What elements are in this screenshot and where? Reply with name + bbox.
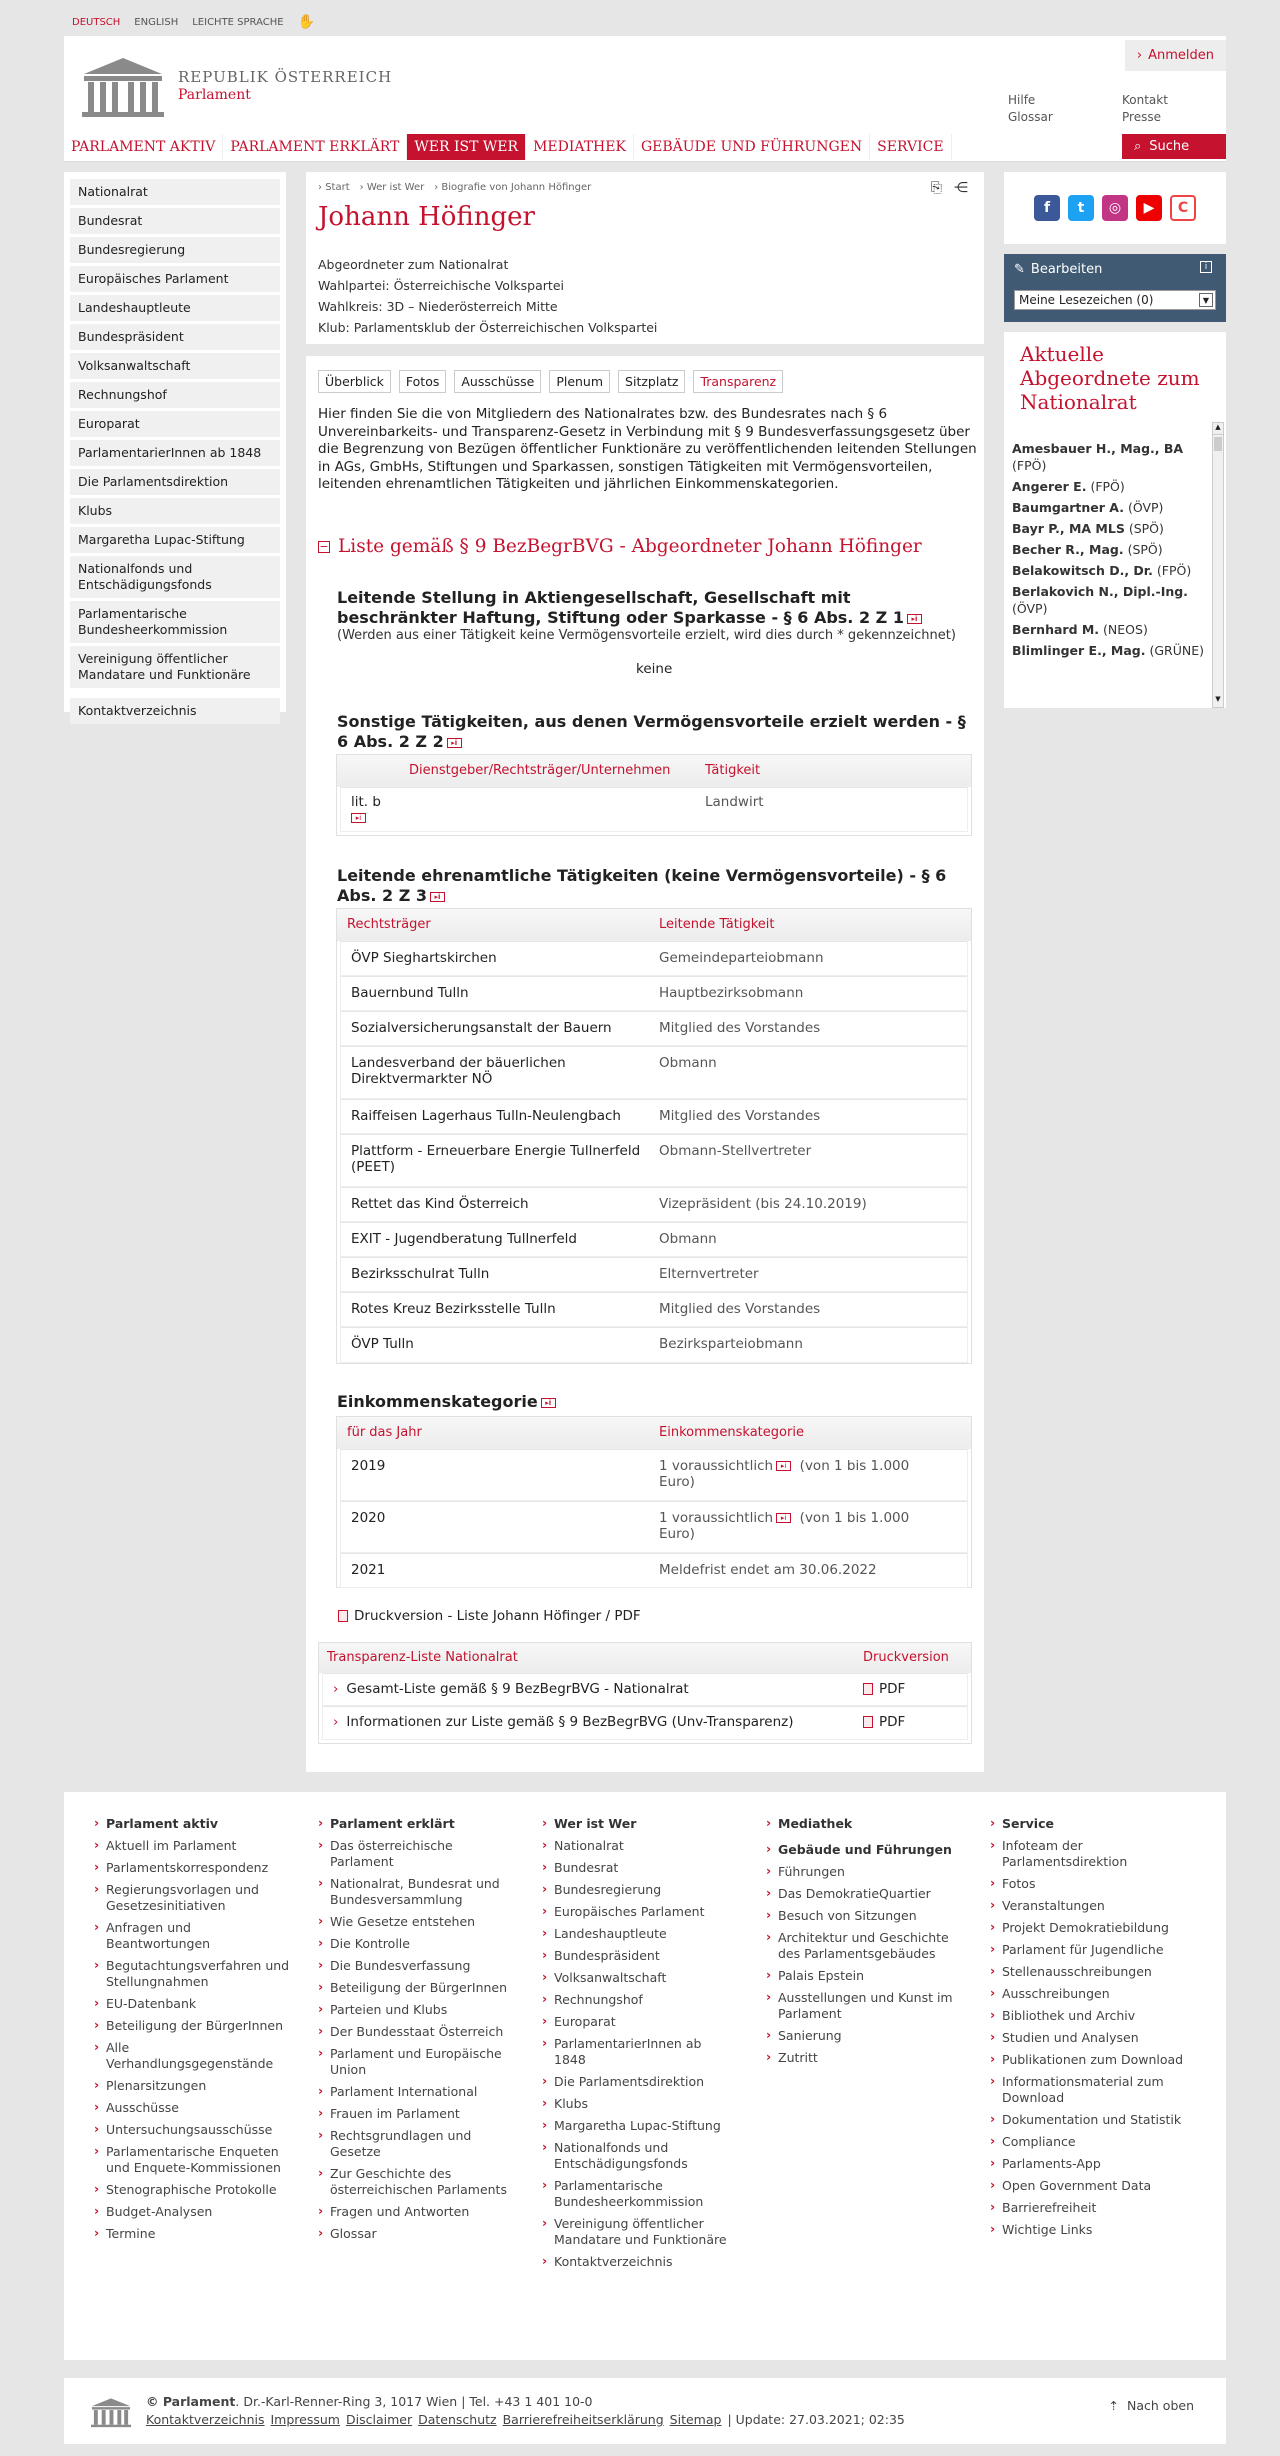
sidebar-item-volksanwaltschaft[interactable]: Volksanwaltschaft bbox=[70, 353, 280, 379]
info-icon[interactable]: ▸i bbox=[907, 614, 922, 624]
breadcrumb-current: › Biografie von Johann Höfinger bbox=[434, 182, 592, 193]
table-row: Rotes Kreuz Bezirksstelle Tulln Mitglied des Vorstandes bbox=[341, 1292, 967, 1327]
table-row: Raiffeisen Lagerhaus Tulln-Neulengbach Mitglied des Vorstandes bbox=[341, 1099, 967, 1134]
section-ehrenamtlich-title: Leitende ehrenamtliche Tätigkeiten (keine Vermögensvorteile) - § 6 Abs. 2 Z 3 ▸i bbox=[337, 866, 947, 905]
nav-parlament-erklaert[interactable]: PARLAMENT ERKLÄRT bbox=[223, 134, 407, 160]
sidebar-item-parlamentarier-ab-1848[interactable]: ParlamentarierInnen ab 1848 bbox=[70, 440, 280, 466]
table-row: ÖVP Sieghartskirchen Gemeindeparteiobmann bbox=[341, 941, 967, 976]
facebook-icon[interactable]: f bbox=[1034, 195, 1060, 221]
tab-sitzplatz[interactable]: Sitzplatz bbox=[618, 370, 685, 393]
list-item[interactable]: Bernhard M. (NEOS) bbox=[1012, 622, 1148, 637]
info-icon[interactable]: ▸i bbox=[351, 813, 366, 823]
parliament-logo[interactable] bbox=[80, 54, 392, 118]
meta-links-left bbox=[1008, 92, 1053, 126]
edit-icon: ✎ bbox=[1014, 262, 1025, 277]
footer-legal-links bbox=[146, 2412, 905, 2427]
col-header-leitende-taetigkeit: Leitende Tätigkeit bbox=[659, 917, 775, 932]
lang-english[interactable]: ENGLISH bbox=[134, 16, 179, 28]
help-link[interactable]: Hilfe bbox=[1008, 93, 1036, 107]
profile-role: Abgeordneter zum Nationalrat bbox=[318, 257, 509, 272]
parliament-building-icon bbox=[90, 2396, 132, 2428]
list-item[interactable]: Blimlinger E., Mag. (GRÜNE) bbox=[1012, 643, 1205, 658]
nav-mediathek[interactable]: MEDIATHEK bbox=[526, 134, 634, 160]
search-button[interactable]: ⌕ Suche bbox=[1122, 134, 1226, 159]
col-header-rechtstraeger: Rechtsträger bbox=[347, 917, 431, 932]
section-einkommen-title: Einkommenskategorie ▸i bbox=[337, 1392, 556, 1412]
list-item[interactable]: Berlakovich N., Dipl.-Ing. (ÖVP) bbox=[1012, 584, 1188, 616]
sidebar-item-klubs[interactable]: Klubs bbox=[70, 498, 280, 524]
sidebar-item-nationalrat[interactable]: Nationalrat bbox=[70, 179, 280, 205]
scroll-down-icon[interactable]: ▼ bbox=[1215, 695, 1221, 703]
bearbeiten-panel bbox=[1004, 254, 1226, 322]
collapse-icon[interactable]: − bbox=[319, 539, 329, 553]
lang-deutsch[interactable]: DEUTSCH bbox=[72, 16, 121, 28]
tab-ueberblick[interactable]: Überblick bbox=[318, 370, 391, 393]
table-row: ÖVP Tulln Bezirksparteiobmann bbox=[341, 1327, 967, 1362]
abgeordnete-list bbox=[1012, 440, 1208, 663]
bookmark-icon[interactable]: ⎘ bbox=[930, 180, 942, 196]
ehrenamtlich-table bbox=[336, 908, 972, 1364]
profile-box bbox=[306, 172, 984, 344]
section-leitende-stellung-title: Leitende Stellung in Aktiengesellschaft, Gesellschaft mit beschränkter Haftung, Stiftung oder Sparkasse - § 6 Abs. 2 Z 1 ▸i bbox=[337, 588, 957, 628]
link-kontaktverzeichnis[interactable]: Kontaktverzeichnis bbox=[146, 2412, 265, 2427]
info-icon[interactable]: ▸i bbox=[447, 738, 462, 748]
einkommen-table bbox=[336, 1416, 972, 1588]
table-row: 2020 1 voraussichtlich ▸i (von 1 bis 1.000 Euro) bbox=[341, 1501, 967, 1553]
cell-lit: lit. b ▸i bbox=[351, 794, 381, 822]
abgeordnete-list-title: Aktuelle Abgeordnete zum Nationalrat bbox=[1020, 342, 1200, 414]
table-row: Rettet das Kind Österreich Vizepräsident (bis 24.10.2019) bbox=[341, 1187, 967, 1222]
footer-col-service: › Service › Infoteam der Parlamentsdirektion › Fotos › Veranstaltungen › Projekt Demokratiebildung › Parlament für Jugendliche › Stellenausschreibungen › Ausschreibungen › Bibliothek und Archiv › Studien und Analysen › Publikationen zum Download › Informationsmaterial zum Download › Dokumentation und Statistik › Compliance › Parlaments-App › Open Government Data › Barrierefreiheit › Wichtige Links bbox=[990, 1816, 1190, 2244]
col-header-druckversion: Druckversion bbox=[863, 1650, 949, 1665]
language-bar bbox=[72, 14, 315, 30]
glossary-link[interactable]: Glossar bbox=[1008, 110, 1053, 124]
sidebar-item-lupac-stiftung[interactable]: Margaretha Lupac-Stiftung bbox=[70, 527, 280, 553]
table-header bbox=[337, 1417, 971, 1449]
footer-col-wer-ist-wer: › Wer ist Wer › Nationalrat › Bundesrat › Bundesregierung › Europäisches Parlament › Landeshauptleute › Bundespräsident › Volksanwaltschaft › Rechnungshof › Europarat › ParlamentarierInnen ab 1848 › Die Parlamentsdirektion › Klubs › Margaretha Lupac-Stiftung › Nationalfonds und Entschädigungsfonds › Parlamentarische Bundesheerkommission › Vereinigung öffentlicher Mandatare und Funktionäre › Kontaktverzeichnis bbox=[542, 1816, 732, 2276]
breadcrumb-wer-ist-wer[interactable]: › Wer ist Wer bbox=[359, 182, 425, 193]
sign-language-icon[interactable]: ✋ bbox=[297, 14, 316, 30]
link-impressum[interactable]: Impressum bbox=[270, 2412, 340, 2427]
section-leitende-stellung-note: (Werden aus einer Tätigkeit keine Vermögensvorteile erzielt, wird dies durch * gekennzeichnet) bbox=[337, 628, 956, 643]
scroll-thumb[interactable] bbox=[1214, 437, 1222, 451]
link-sitemap[interactable]: Sitemap bbox=[669, 2412, 722, 2427]
bottom-bar bbox=[64, 2378, 1226, 2444]
lang-leichte-sprache[interactable]: LEICHTE SPRACHE bbox=[192, 16, 284, 28]
logo-line2: Parlament bbox=[178, 87, 251, 103]
table-header bbox=[337, 755, 971, 787]
list-item[interactable]: Angerer E. (FPÖ) bbox=[1012, 479, 1125, 494]
pdf-icon bbox=[863, 1716, 873, 1728]
nav-gebaeude-fuehrungen[interactable]: GEBÄUDE UND FÜHRUNGEN bbox=[634, 134, 870, 160]
table-row: Landesverband der bäuerlichen Direktvermarkter NÖ Obmann bbox=[341, 1046, 967, 1099]
table-row: EXIT - Jugendberatung Tullnerfeld Obmann bbox=[341, 1222, 967, 1257]
page-title: Johann Höfinger bbox=[318, 202, 535, 232]
sidebar-item-vereinigung-mandatare[interactable]: Vereinigung öffentlicher Mandatare und Funktionäre bbox=[70, 646, 280, 688]
sidebar-item-rechnungshof[interactable]: Rechnungshof bbox=[70, 382, 280, 408]
profile-party: Wahlpartei: Österreichische Volkspartei bbox=[318, 278, 564, 293]
nav-service[interactable]: SERVICE bbox=[870, 134, 951, 160]
search-icon: ⌕ bbox=[1134, 139, 1142, 154]
sidebar-item-bundespraesident[interactable]: Bundespräsident bbox=[70, 324, 280, 350]
tab-transparenz[interactable]: Transparenz bbox=[693, 370, 783, 393]
nav-wer-ist-wer[interactable]: WER IST WER bbox=[407, 134, 526, 160]
table-row bbox=[341, 787, 967, 831]
press-link[interactable]: Presse bbox=[1122, 110, 1161, 124]
sidebar-item-nationalfonds[interactable]: Nationalfonds und Entschädigungsfonds bbox=[70, 556, 280, 598]
logo-line1: REPUBLIK ÖSTERREICH bbox=[178, 68, 393, 86]
arrow-up-icon: ⇡ bbox=[1108, 2398, 1120, 2413]
lesezeichen-select[interactable]: Meine Lesezeichen (0) ▼ bbox=[1014, 290, 1216, 310]
list-item[interactable]: Becher R., Mag. (SPÖ) bbox=[1012, 542, 1163, 557]
table-row: Sozialversicherungsanstalt der Bauern Mitglied des Vorstandes bbox=[341, 1011, 967, 1046]
sidebar-item-parlamentsdirektion[interactable]: Die Parlamentsdirektion bbox=[70, 469, 280, 495]
breadcrumb-start[interactable]: › Start bbox=[318, 182, 350, 193]
list-item[interactable]: Bayr P., MA MLS (SPÖ) bbox=[1012, 521, 1164, 536]
profile-district: Wahlkreis: 3D – Niederösterreich Mitte bbox=[318, 299, 558, 314]
breadcrumb bbox=[318, 182, 591, 193]
footer-address: © Parlament. Dr.-Karl-Renner-Ring 3, 1017 Wien | Tel. +43 1 401 10-0 bbox=[146, 2394, 593, 2409]
footer-col-parlament-aktiv: › Parlament aktiv › Aktuell im Parlament › Parlamentskorrespondenz › Regierungsvorlagen und Gesetzesinitiativen › Anfragen und Beantwortungen › Begutachtungsverfahren und Stellungnahmen › EU-Datenbank › Beteiligung der BürgerInnen › Alle Verhandlungsgegenstände › Plenarsitzungen › Ausschüsse › Untersuchungsausschüsse › Parlamentarische Enqueten und Enquete-Kommissionen › Stenographische Protokolle › Budget-Analysen › Termine bbox=[94, 1816, 294, 2248]
profile-club: Klub: Parlamentsklub der Österreichischen Volkspartei bbox=[318, 320, 658, 335]
main-navigation bbox=[64, 132, 1226, 162]
intro-text: Hier finden Sie die von Mitgliedern des Nationalrates bzw. des Bundesrates nach § 6 Unvereinbarkeits- und Transparenz-Gesetz in Verbindung mit § 9 Bundesverfassungsgesetz über die Begrenzung von Bezügen öffentlicher Funktionäre zu veröffentlichenden leitenden Stellungen in AGs, GmbHs, Stiftungen und Sparkassen, sonstigen Tätigkeiten mit Vermögensvorteilen, leitenden ehrenamtlichen Tätigkeiten und jährlichen Einkommenskategorien. bbox=[318, 406, 977, 492]
sidebar-item-landeshauptleute[interactable]: Landeshauptleute bbox=[70, 295, 280, 321]
profile-tabs bbox=[318, 370, 783, 393]
list-scrollbar[interactable] bbox=[1212, 422, 1224, 708]
meta-links-right bbox=[1122, 92, 1168, 126]
info-icon[interactable]: ▸i bbox=[776, 1513, 791, 1523]
info-icon[interactable]: ▸i bbox=[430, 892, 445, 902]
transparenz-liste-table bbox=[318, 1642, 972, 1744]
table-row[interactable]: › Gesamt-Liste gemäß § 9 BezBegrBVG - Nationalrat PDF bbox=[323, 1673, 967, 1706]
sidebar-item-kontaktverzeichnis[interactable]: Kontaktverzeichnis bbox=[70, 698, 280, 724]
sidebar-item-europarat[interactable]: Europarat bbox=[70, 411, 280, 437]
site-footer bbox=[64, 1792, 1226, 2360]
info-icon[interactable]: ▸i bbox=[541, 1398, 556, 1408]
info-icon[interactable]: i bbox=[1200, 261, 1212, 273]
channel-icon[interactable]: C bbox=[1170, 195, 1196, 221]
sonstige-table bbox=[336, 754, 972, 836]
list-item[interactable]: Belakowitsch D., Dr. (FPÖ) bbox=[1012, 563, 1192, 578]
profile-details bbox=[318, 254, 657, 338]
col-header-transparenz-liste: Transparenz-Liste Nationalrat bbox=[327, 1650, 518, 1665]
list-item[interactable]: Amesbauer H., Mag., BA (FPÖ) bbox=[1012, 441, 1184, 473]
left-sidebar-nav bbox=[64, 172, 286, 718]
scroll-up-icon[interactable]: ▲ bbox=[1213, 423, 1223, 435]
section-sonstige-title: Sonstige Tätigkeiten, aus denen Vermögensvorteile erzielt werden - § 6 Abs. 2 Z 2 ▸i bbox=[337, 712, 966, 751]
liste-toggle[interactable] bbox=[318, 536, 922, 557]
update-timestamp: | Update: 27.03.2021; 02:35 bbox=[727, 2412, 905, 2427]
link-datenschutz[interactable]: Datenschutz bbox=[418, 2412, 497, 2427]
tab-ausschuesse[interactable]: Ausschüsse bbox=[454, 370, 541, 393]
table-row: Bauernbund Tulln Hauptbezirksobmann bbox=[341, 976, 967, 1011]
nav-parlament-aktiv[interactable]: PARLAMENT AKTIV bbox=[64, 134, 223, 160]
table-header bbox=[319, 1643, 971, 1673]
list-item[interactable]: Baumgartner A. (ÖVP) bbox=[1012, 500, 1164, 515]
sidebar-item-bundesregierung[interactable]: Bundesregierung bbox=[70, 237, 280, 263]
col-header-kategorie: Einkommenskategorie bbox=[659, 1425, 804, 1440]
sidebar-item-europaeisches-parlament[interactable]: Europäisches Parlament bbox=[70, 266, 280, 292]
tab-fotos[interactable]: Fotos bbox=[399, 370, 446, 393]
section-leitende-stellung-value: keine bbox=[636, 661, 673, 677]
druckversion-link[interactable]: Druckversion - Liste Johann Höfinger / PDF bbox=[338, 1608, 641, 1624]
info-icon[interactable]: ▸i bbox=[776, 1461, 791, 1471]
pdf-icon bbox=[863, 1683, 873, 1695]
table-row: 2021 Meldefrist endet am 30.06.2022 bbox=[341, 1553, 967, 1587]
share-icon[interactable]: ⋲ bbox=[954, 180, 968, 196]
instagram-icon[interactable]: ◎ bbox=[1102, 195, 1128, 221]
pdf-icon bbox=[338, 1610, 348, 1622]
col-header-taetigkeit: Tätigkeit bbox=[705, 763, 761, 778]
bearbeiten-label: ✎ Bearbeiten bbox=[1014, 262, 1103, 277]
sidebar-item-bundesheerkommission[interactable]: Parlamentarische Bundesheerkommission bbox=[70, 601, 280, 643]
social-media-links bbox=[1004, 172, 1226, 244]
table-row: Plattform - Erneuerbare Energie Tullnerfeld (PEET) Obmann-Stellvertreter bbox=[341, 1134, 967, 1187]
tab-plenum[interactable]: Plenum bbox=[549, 370, 610, 393]
chevron-down-icon: ▼ bbox=[1199, 293, 1213, 307]
sidebar-item-bundesrat[interactable]: Bundesrat bbox=[70, 208, 280, 234]
link-disclaimer[interactable]: Disclaimer bbox=[345, 2412, 413, 2427]
abgeordnete-list-panel bbox=[1004, 332, 1226, 708]
contact-link[interactable]: Kontakt bbox=[1122, 93, 1168, 107]
table-row: 2019 1 voraussichtlich ▸i (von 1 bis 1.000 Euro) bbox=[341, 1449, 967, 1501]
parliament-building-icon bbox=[80, 54, 166, 118]
link-barrierefreiheit[interactable]: Barrierefreiheitserklärung bbox=[502, 2412, 664, 2427]
login-button[interactable]: › Anmelden bbox=[1125, 40, 1226, 71]
youtube-icon[interactable]: ▶ bbox=[1136, 195, 1162, 221]
site-header bbox=[64, 36, 1226, 132]
col-header-dienstgeber: Dienstgeber/Rechtsträger/Unternehmen bbox=[409, 763, 671, 778]
twitter-icon[interactable]: t bbox=[1068, 195, 1094, 221]
col-header-jahr: für das Jahr bbox=[347, 1425, 422, 1440]
liste-title: Liste gemäß § 9 BezBegrBVG - Abgeordneter Johann Höfinger bbox=[338, 536, 922, 557]
table-header bbox=[337, 909, 971, 941]
footer-col-mediathek: › Mediathek › Gebäude und Führungen › Führungen › Das DemokratieQuartier › Besuch von Sitzungen › Architektur und Geschichte des Parlamentsgebäudes › Palais Epstein › Ausstellungen und Kunst im Parlament › Sanierung › Zutritt bbox=[766, 1816, 956, 2072]
table-row[interactable]: › Informationen zur Liste gemäß § 9 BezBegrBVG (Unv-Transparenz) PDF bbox=[323, 1706, 967, 1739]
table-row: Bezirksschulrat Tulln Elternvertreter bbox=[341, 1257, 967, 1292]
cell-taetigkeit: Landwirt bbox=[705, 794, 764, 810]
back-to-top-link[interactable]: ⇡ Nach oben bbox=[1108, 2398, 1194, 2413]
footer-col-parlament-erklaert: › Parlament erklärt › Das österreichische Parlament › Nationalrat, Bundesrat und Bundesversammlung › Wie Gesetze entstehen › Die Kontrolle › Die Bundesverfassung › Beteiligung der BürgerInnen › Parteien und Klubs › Der Bundesstaat Österreich › Parlament und Europäische Union › Parlament International › Frauen im Parlament › Rechtsgrundlagen und Gesetze › Zur Geschichte des österreichischen Parlaments › Fragen und Antworten › Glossar bbox=[318, 1816, 508, 2248]
